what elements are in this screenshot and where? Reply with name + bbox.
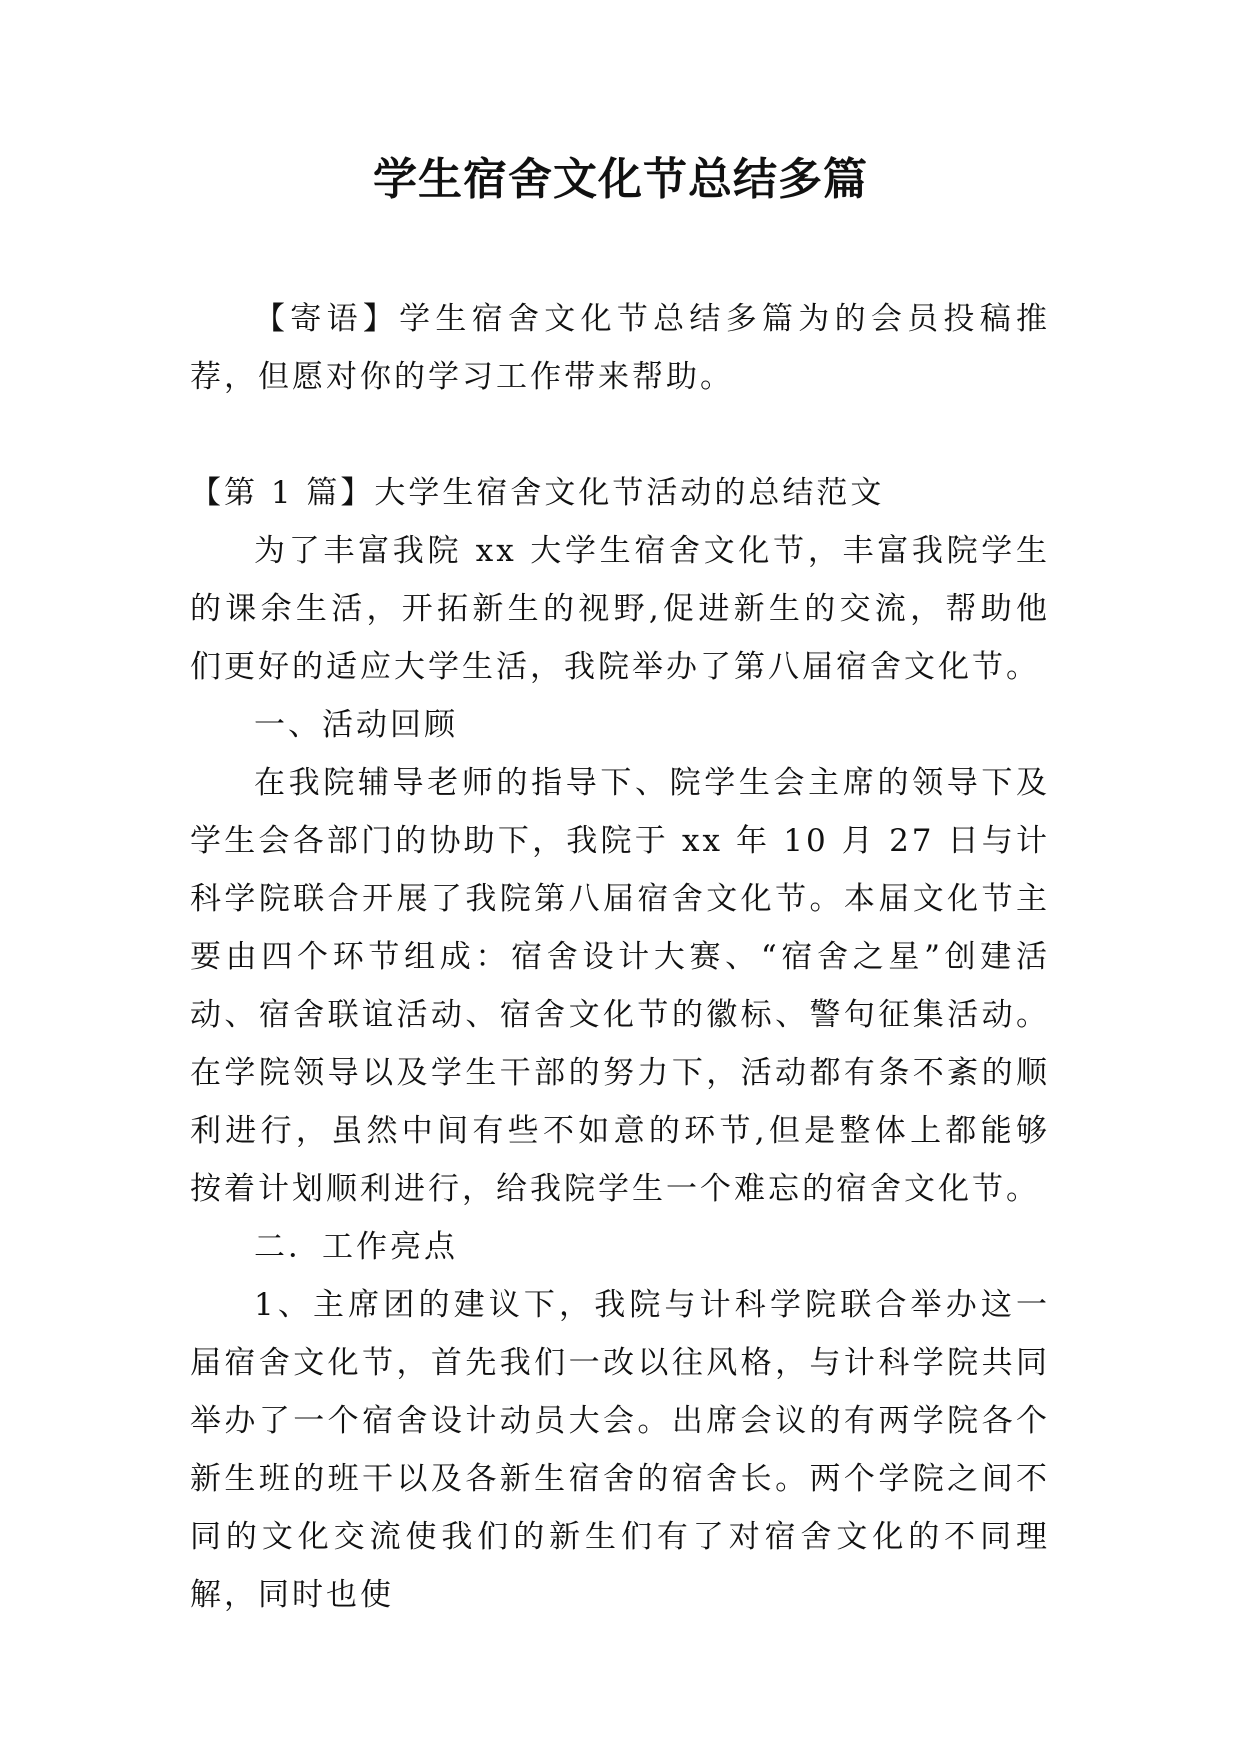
intro-paragraph: 【寄语】学生宿舍文化节总结多篇为的会员投稿推荐，但愿对你的学习工作带来帮助。 [190, 301, 1050, 395]
body-paragraph: 1、主席团的建议下，我院与计科学院联合举办这一届宿舍文化节，首先我们一改以往风格，与计科学院共同举办了一个宿舍设计动员大会。出席会议的有两学院各个新生班的班干以及各新生宿舍的宿舍长。两个学院之间不同的文化交流使我们的新生们有了对宿舍文化的不同理解，同时也使 [190, 1287, 1050, 1613]
section-heading-highlights: 二．工作亮点 [254, 1229, 458, 1265]
article-heading: 【第 1 篇】大学生宿舍文化节活动的总结范文 [190, 475, 885, 511]
document-body [190, 290, 1050, 1624]
body-paragraph: 为了丰富我院 xx 大学生宿舍文化节，丰富我院学生的课余生活，开拓新生的视野,促进新生的交流，帮助他们更好的适应大学生活，我院举办了第八届宿舍文化节。 [190, 533, 1050, 685]
section-heading-review: 一、活动回顾 [254, 707, 458, 743]
document-title: 学生宿舍文化节总结多篇 [373, 154, 868, 205]
body-paragraph: 在我院辅导老师的指导下、院学生会主席的领导下及学生会各部门的协助下，我院于 xx 年 10 月 27 日与计科学院联合开展了我院第八届宿舍文化节。本届文化节主要由四个环节组成：宿舍设计大赛、“宿舍之星”创建活动、宿舍联谊活动、宿舍文化节的徽标、警句征集活动。在学院领导以及学生干部的努力下，活动都有条不紊的顺利进行，虽然中间有些不如意的环节,但是整体上都能够按着计划顺利进行，给我院学生一个难忘的宿舍文化节。 [190, 765, 1050, 1207]
